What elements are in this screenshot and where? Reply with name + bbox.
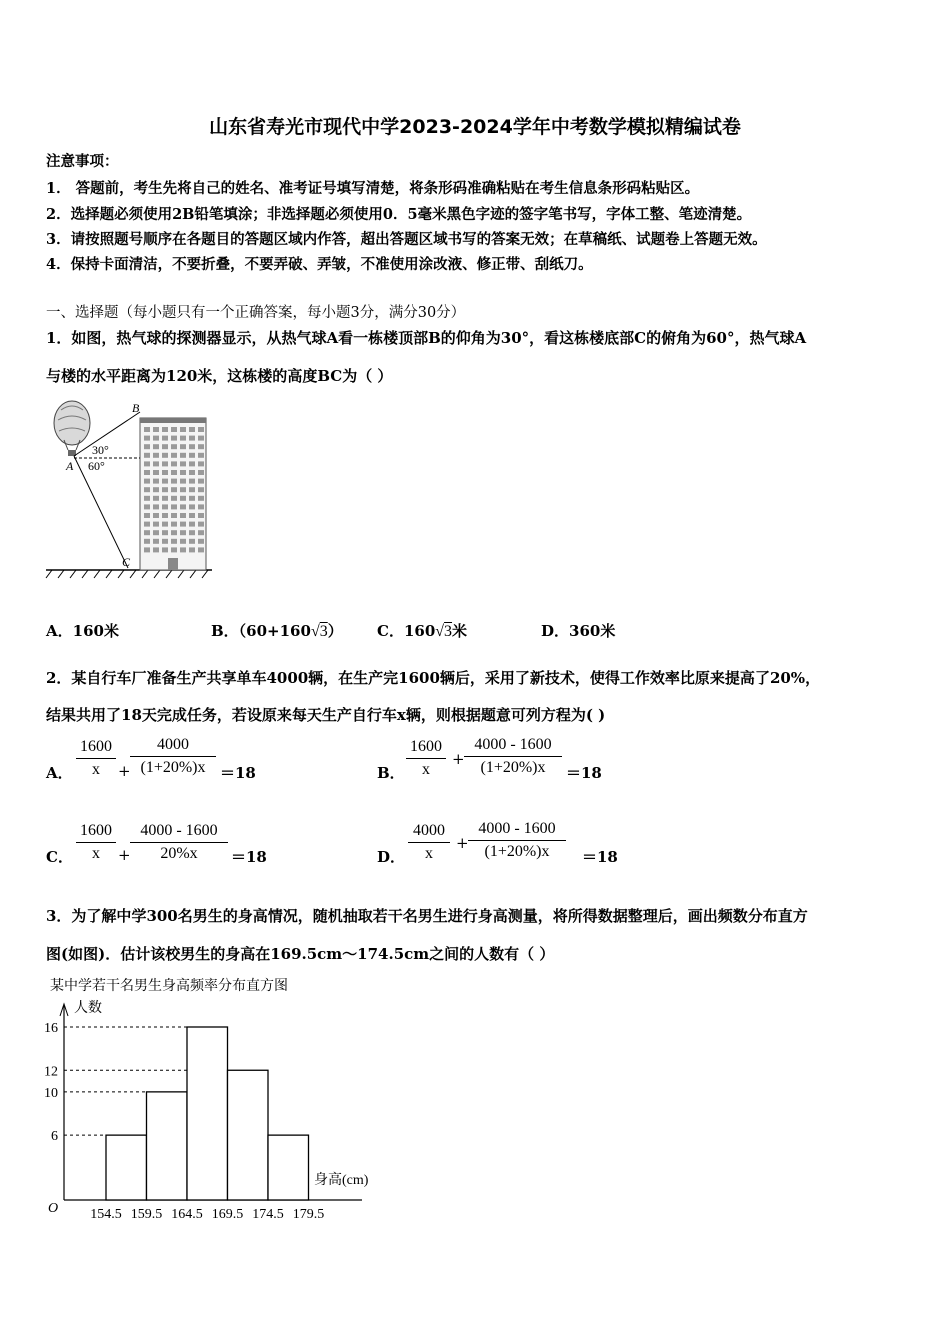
building-window [153, 539, 159, 544]
q2-text-line2: 结果共用了18天完成任务，若设原来每天生产自行车x辆，则根据题意可列方程为( ) [46, 706, 606, 724]
histogram-bar [147, 1092, 188, 1200]
building-window [198, 522, 204, 527]
point-b-label: B [132, 401, 140, 415]
building-window [180, 461, 186, 466]
building-window [153, 453, 159, 458]
denominator: x [422, 761, 430, 778]
histogram-bar [106, 1135, 147, 1200]
denominator: 20%x [160, 845, 198, 862]
numerator: 1600 [410, 738, 442, 755]
building-window [144, 539, 150, 544]
q3-text-line2: 图(如图)．估计该校男生的身高在169.5cm～174.5cm之间的人数有（ ） [46, 945, 555, 963]
building-window [189, 487, 195, 492]
q1-option-b-radicand: 3 [319, 623, 328, 640]
building-window [171, 427, 177, 432]
building-window [162, 547, 168, 552]
building-window [144, 436, 150, 441]
x-tick-label: 179.5 [292, 1207, 325, 1222]
numerator: 4000 [157, 736, 189, 753]
numerator: 4000 [413, 822, 445, 839]
q1-option-d[interactable]: D．360米 [541, 622, 616, 640]
building-window [198, 436, 204, 441]
building-window [153, 496, 159, 501]
histogram-bar [268, 1135, 309, 1200]
building-window [144, 461, 150, 466]
building-window [162, 530, 168, 535]
denominator: x [92, 761, 100, 778]
building-window [153, 470, 159, 475]
q2-option-a-frac1 [76, 738, 116, 779]
sqrt-icon: √3 [310, 623, 328, 640]
building-window [189, 496, 195, 501]
building-window [198, 427, 204, 432]
x-tick-label: 169.5 [211, 1207, 244, 1222]
building-window [153, 513, 159, 518]
building-window [198, 461, 204, 466]
building-window [144, 470, 150, 475]
q1-option-b-text: B．（60+160 [211, 622, 311, 640]
building-window [198, 487, 204, 492]
building-window [171, 479, 177, 484]
building-window [171, 530, 177, 535]
building-window [180, 479, 186, 484]
q2-text-line1: 2．某自行车厂准备生产共享单车4000辆，在生产完1600辆后，采用了新技术，使得工作效率比原来提高了20%， [46, 669, 821, 687]
q1-text-line1: 1．如图，热气球的探测器显示，从热气球A看一栋楼顶部B的仰角为30°，看这栋楼底部C的俯角为60°，热气球A [46, 329, 807, 347]
building-window [162, 513, 168, 518]
building-window [153, 461, 159, 466]
y-axis-label: 人数 [74, 1001, 102, 1016]
building-window [144, 427, 150, 432]
sqrt-icon: √3 [435, 623, 453, 640]
building-window [162, 504, 168, 509]
q1-option-b-close: ） [327, 622, 343, 640]
building-window [171, 504, 177, 509]
building-window [144, 487, 150, 492]
building-window [189, 513, 195, 518]
building-window [189, 436, 195, 441]
q1-balloon-building-figure [44, 398, 214, 582]
histogram-bar [187, 1027, 228, 1200]
building-window [162, 487, 168, 492]
q3-text-line1: 3．为了解中学300名男生的身高情况，随机抽取若干名男生进行身高测量，将所得数据整理后，画出频数分布直方 [46, 907, 808, 925]
angle-60-label: 60° [88, 459, 105, 473]
building-window [153, 530, 159, 535]
hot-air-balloon-icon [54, 401, 90, 445]
q1-option-c-radicand: 3 [444, 623, 453, 640]
q1-option-c-unit: 米 [452, 622, 468, 640]
x-tick-label: 174.5 [252, 1207, 284, 1222]
building-window [180, 504, 186, 509]
building-window [162, 522, 168, 527]
building-window [180, 436, 186, 441]
q2-option-b-rhs: ＝18 [566, 764, 602, 782]
building-window [171, 444, 177, 449]
building-window [153, 479, 159, 484]
building-window [189, 522, 195, 527]
q2-option-c-frac2 [130, 822, 228, 863]
building-window [189, 504, 195, 509]
building-window [198, 470, 204, 475]
building-window [144, 522, 150, 527]
q2-option-b-frac2 [464, 736, 562, 777]
building-window [189, 453, 195, 458]
building-window [153, 522, 159, 527]
building-window [189, 539, 195, 544]
y-tick-label: 16 [44, 1021, 58, 1036]
q2-option-d-rhs: ＝18 [582, 848, 618, 866]
building-window [171, 487, 177, 492]
building-window [153, 547, 159, 552]
building-window [162, 479, 168, 484]
building-window [198, 547, 204, 552]
building-window [144, 504, 150, 509]
y-tick-label: 6 [51, 1129, 58, 1145]
numerator: 1600 [80, 738, 112, 755]
q1-text-line2: 与楼的水平距离为120米，这栋楼的高度BC为（ ） [46, 367, 393, 385]
y-tick-label: 12 [44, 1064, 58, 1080]
origin-label: O [48, 1201, 59, 1216]
building-window [189, 427, 195, 432]
building-window [153, 444, 159, 449]
building-window [189, 461, 195, 466]
q2-option-d-frac2 [468, 820, 566, 861]
q2-option-b-frac1 [406, 738, 446, 779]
y-tick-label: 10 [44, 1085, 58, 1101]
building-window [144, 547, 150, 552]
q2-option-c-label[interactable]: C． [46, 848, 73, 866]
q2-option-a-frac2 [130, 736, 216, 777]
chart-title: 某中学若干名男生身高频率分布直方图 [50, 979, 288, 994]
building-window [162, 461, 168, 466]
building-window [198, 539, 204, 544]
plus-sign: + [118, 846, 131, 864]
numerator: 4000 - 1600 [140, 822, 218, 839]
building-window [198, 496, 204, 501]
angle-30-label: 30° [92, 443, 109, 457]
note-item: 1． 答题前，考生先将自己的姓名、准考证号填写清楚，将条形码准确粘贴在考生信息条形码粘贴区。 [46, 180, 700, 197]
building-window [180, 487, 186, 492]
x-tick-label: 164.5 [171, 1207, 203, 1222]
building-window [180, 453, 186, 458]
q2-option-c-frac1 [76, 822, 116, 863]
histogram-bar [228, 1070, 269, 1200]
denominator: (1+20%)x [480, 759, 546, 776]
building-window [153, 436, 159, 441]
q2-option-a-label[interactable]: A． [46, 764, 73, 782]
note-item: 4．保持卡面清洁，不要折叠，不要弄破、弄皱，不准使用涂改液、修正带、刮纸刀。 [46, 256, 593, 273]
q1-option-c[interactable] [377, 620, 467, 641]
building-window [171, 522, 177, 527]
building-window [153, 427, 159, 432]
building-window [189, 444, 195, 449]
building-window [180, 427, 186, 432]
section-heading: 一、选择题（每小题只有一个正确答案，每小题3分，满分30分） [46, 305, 466, 321]
point-a-label: A [66, 459, 74, 473]
building-window [198, 513, 204, 518]
denominator: (1+20%)x [140, 759, 206, 776]
plus-sign: + [118, 762, 131, 780]
q2-option-d-frac1 [408, 822, 450, 863]
building-window [180, 522, 186, 527]
building-window [198, 453, 204, 458]
building-window [144, 479, 150, 484]
building-window [162, 444, 168, 449]
numerator: 1600 [80, 822, 112, 839]
denominator: (1+20%)x [484, 843, 550, 860]
building-window [171, 461, 177, 466]
building-window [180, 444, 186, 449]
q2-option-a-rhs: ＝18 [220, 764, 256, 782]
building-window [144, 496, 150, 501]
building-window [198, 504, 204, 509]
height-histogram-chart [40, 972, 400, 1224]
q1-option-b[interactable] [211, 620, 343, 641]
denominator: x [425, 845, 433, 862]
building-window [180, 547, 186, 552]
plus-sign: + [452, 750, 465, 768]
building-window [144, 530, 150, 535]
building-window [171, 547, 177, 552]
building-window [171, 496, 177, 501]
q2-option-d-label[interactable]: D． [377, 848, 406, 866]
q1-option-a[interactable]: A．160米 [46, 622, 119, 640]
building-window [198, 530, 204, 535]
building-window [171, 436, 177, 441]
building-window [144, 444, 150, 449]
building-window [153, 487, 159, 492]
note-item: 2．选择题必须使用2B铅笔填涂；非选择题必须使用0．5毫米黑色字迹的签字笔书写，字体工整、笔迹清楚。 [46, 206, 752, 223]
building-window [144, 513, 150, 518]
building-window [198, 444, 204, 449]
building-window [162, 496, 168, 501]
building-window [171, 539, 177, 544]
q1-option-c-text: C．160 [377, 622, 436, 640]
building-window [162, 436, 168, 441]
building-window [189, 530, 195, 535]
building-window [171, 453, 177, 458]
building-window [180, 496, 186, 501]
point-c-label: C [122, 555, 131, 569]
building-window [162, 470, 168, 475]
page-title: 山东省寿光市现代中学2023-2024学年中考数学模拟精编试卷 [209, 116, 741, 138]
plus-sign: + [456, 834, 469, 852]
building-window [171, 470, 177, 475]
building-window [189, 479, 195, 484]
notes-heading: 注意事项： [46, 153, 119, 170]
numerator: 4000 - 1600 [474, 736, 552, 753]
building-window [180, 539, 186, 544]
x-axis-label: 身高(cm) [314, 1173, 369, 1188]
building-window [162, 427, 168, 432]
q2-option-b-label[interactable]: B． [377, 764, 405, 782]
building-window [162, 539, 168, 544]
building-window [144, 453, 150, 458]
x-tick-label: 154.5 [90, 1207, 122, 1222]
note-item: 3．请按照题号顺序在各题目的答题区域内作答，超出答题区域书写的答案无效；在草稿纸、试题卷上答题无效。 [46, 231, 767, 248]
numerator: 4000 - 1600 [478, 820, 556, 837]
building-window [180, 530, 186, 535]
building-window [189, 547, 195, 552]
denominator: x [92, 845, 100, 862]
building-window [153, 504, 159, 509]
building-window [180, 513, 186, 518]
building-window [162, 453, 168, 458]
x-tick-label: 159.5 [130, 1207, 163, 1222]
building-window [180, 470, 186, 475]
q2-option-c-rhs: ＝18 [231, 848, 267, 866]
building-window [171, 513, 177, 518]
building-window [198, 479, 204, 484]
building-window [189, 470, 195, 475]
